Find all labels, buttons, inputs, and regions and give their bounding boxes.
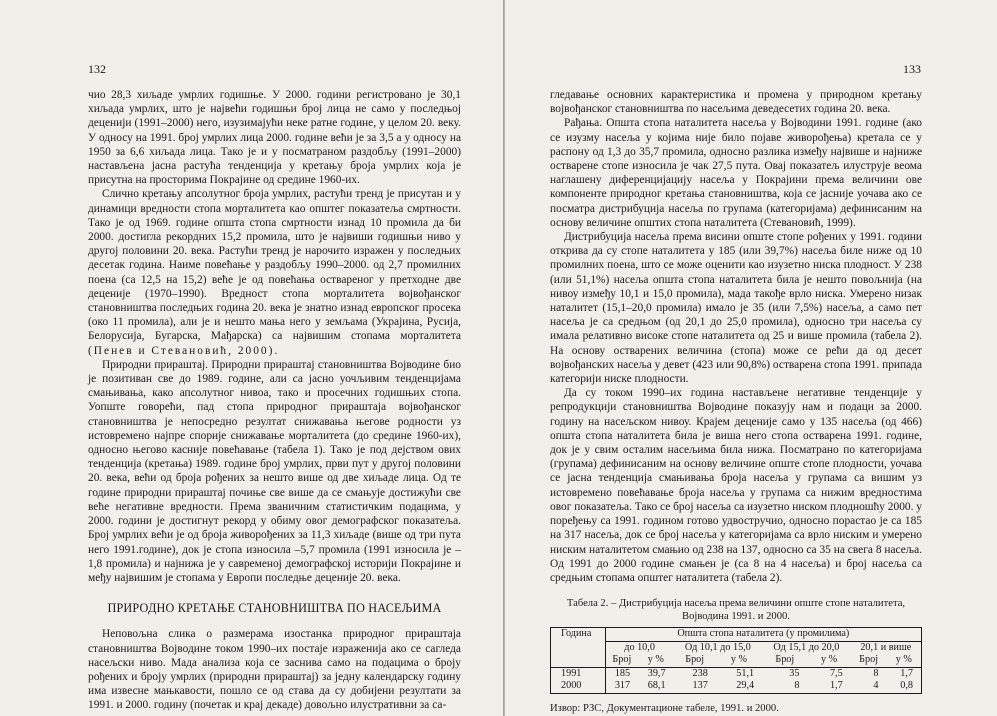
- table-cell: 1,7: [900, 667, 913, 679]
- table-cell: 317: [614, 680, 631, 692]
- right-paragraph-3: Дистрибуција насеља према висини опште стопе рођених у 1991. години открива да су стопе наталитета у 185 (или 39,7%) насеља биле ниже од 10 промилних поена, што се може оценити као изузетно ниска плодност. У 238 (или 51,1%) насеља општа стопа наталитета била је нешто повољнија (на нивоу између 10,1 и 15,0 промила), мада такође врло ниска. Умерено низак наталитет (15,1–20,0 промила) имало је 35 (или 7,5%) насеља, а само пет насеља је са средњом (од 20,1 до 25,0 промила), односно три насеља су имала релативно високе стопе наталитета од 25 и више промила (табела 2). На основу остварених величина (стопа) може се рећи да од десет војвођанских насеља у девет (423 или 90,8%) остварена стопа 1991. припада категорији ниске плодности.: [550, 231, 922, 386]
- table-subheader: у %: [887, 654, 922, 667]
- table-cell: 4: [873, 680, 879, 692]
- citation: (Пенев и Стевановић, 2000).: [88, 344, 280, 357]
- table-cell: 8: [794, 680, 800, 692]
- right-paragraph-2: Рађања. Општа стопа наталитета насеља у Војводини 1991. године (ако се изузму насеља у којима није било појаве живорођења) кретала се у распону од 1,3 до 35,7 промила, односно разлика између највише и најниже остварене стопе износила је чак 27,5 пута. Овај показатељ илуструје веома наглашену диференцијацију насеља у Покрајини према величини ове компоненте природног кретања становништва, која се јасније уочава ако се посматра дистрибуција насеља по групама (категоријама) дефинисаним на основу величине општих стопа наталитета (Стевановић, 1999).: [550, 117, 922, 229]
- table-subheader: Број: [762, 654, 807, 667]
- table-source-note: Извор: РЗС, Документационе табеле, 1991. и 2000.: [550, 703, 779, 715]
- table-caption-line-1: Табела 2. – Дистрибуција насеља према величини опште стопе наталитета,: [566, 598, 906, 610]
- table-subheader: у %: [716, 654, 762, 667]
- right-paragraph-1: гледавање основних карактеристика и промена у природном кретању војвођанског становништва по насељима деведесетих година 20. века.: [550, 89, 922, 116]
- table-subheader: у %: [638, 654, 673, 667]
- right-page: [505, 0, 997, 716]
- table-subheader: Број: [851, 654, 887, 667]
- table-cell: 29,4: [736, 680, 755, 692]
- right-page-body: [550, 88, 922, 716]
- birth-rate-table: [550, 627, 922, 694]
- table-caption: [550, 597, 922, 623]
- left-paragraph-3: Природни прираштај. Природни прираштај становништва Војводине био је позитиван све до 1989. године, али са јасно уочљивим тенденцијама смањивања, како апсолутног нивоа, тако и просечних годишњих стопа. Уопште говорећи, пад стопа природног прираштаја војвођанског становништва је непосредно резултат снижавања његове родности уз истовремено најпре спорије снижавање морталитета (до средине 1960-их), односно његово касније повећавање (табела 1). Тако је под дејством ових тенденција (кретања) 1989. године број умрлих, први пут у другој половини 20. века, већи од броја рођених за нешто више од две хиљаде лица. Од те године природни прираштај почиње све више да се смањује достижући све веће негативне вредности. Према званичним статистичким подацима, у 2000. години је достигнут рекорд у обиму овог демографског показатеља. Број умрлих већи је од броја живорођених за 11,3 хиљаде (више од три пута него 1991.године), док је стопа износила –5,7 промила (1991 износила је –1,8 промила) и најнижа је у савременој демографској историји Покрајине и међу највишим је стопама у Европи последње деценије 20. века.: [88, 358, 461, 584]
- table-cell: 7,5: [829, 667, 843, 679]
- table-row: [551, 680, 922, 693]
- table-category-3: Од 15,1 до 20,0: [773, 641, 840, 653]
- table-caption-line-2: Војводина 1991. и 2000.: [682, 611, 790, 623]
- left-paragraph-2: [88, 187, 461, 357]
- left-paragraph-1: чио 28,3 хиљаде умрлих годишње. У 2000. години регистровано је 30,1 хиљада умрлих, што је највећи годишњи број лица не само у последњој деценији (1991–2000) него, изузимајући неке ратне године, у целом 20. веку. У односу на 1991. број умрлих лица 2000. године већи је за 3,5 а у односу на 1950 за 6,6 хиљада лица. Тако је и у посматраном раздобљу (1991–2000) настављена јасна растућа тенденција у кретању броја умрлих која је присутна на просторима Покрајине од средине 1960-их.: [88, 89, 461, 187]
- left-page-body: [88, 88, 461, 713]
- table-cell: 1,7: [829, 680, 843, 692]
- table-cell: 51,1: [736, 667, 755, 679]
- table-cell: 39,7: [647, 667, 666, 679]
- right-paragraph-4: Да су током 1990–их година настављене негативне тенденције у репродукцији становништва Војводине показују нам и подаци за 2000. годину на насељском нивоу. Крајем деценије само у 135 насеља (од 466) општа стопа наталитета била је виша него стопа остварена 1991. године, док је у свим осталим насељима била нижа. Посматрано по категоријама (групама) дефинисаним на основу величине опште стопе плодности, уочава се јасна тенденција смањивања броја насеља у групама са вишим уз истовремено повећавање броја насеља у групама са нижим вредностима овог показатеља. Тако се број насеља са изузетно ниском плодношћу 2000. у поређењу са 1991. годином готово удвостручио, односно порастао је са 185 на 317 насеља, док се број насеља у категоријама са врло ниским и умерено ниским наталитетом смањио од 238 на 137, односно са 35 на свега 8 насеља. Од 1991 до 2000 године смањен је (са 8 на 4 насеља) и број насеља са средњим стопама општег наталитета (табела 2).: [550, 387, 922, 584]
- table-category-2: Од 10,1 до 15,0: [684, 641, 751, 653]
- table-cell: 68,1: [647, 680, 666, 692]
- right-page-number: 133: [903, 62, 921, 76]
- table-category-1: до 10,0: [624, 641, 655, 653]
- table-year-header: Година: [551, 628, 606, 668]
- table-row-year: 2000: [551, 680, 606, 693]
- table-subheader: Број: [674, 654, 716, 667]
- table-cell: 0,8: [900, 680, 913, 692]
- table-row: [551, 667, 922, 680]
- left-paragraph-2-text: Слично кретању апсолутног броја умрлих, растући тренд је присутан и у динамици вредности стопа морталитета као општег показатеља смртности. Тако је од 1969. године општа стопа смртности изнад 10 промила да би 2000. достигла рекордних 15,2 промила, што је највиши годишњи ниво у другој половини 20. века. Растући тренд је нарочито изражен у последњих десетак година. Наиме повећање у раздобљу 1990–2000. од 2,7 промилних поена (са 12,5 на 15,2) веће је од повећања оствареног у претходне две деценије (1970–1990). Вредност стопа морталитета војвођанског становништва последњих година 20. века је знатно изнад европског просека (око 11 промила), али је и нешто мања него у земљама (Украјина, Русија, Белорусија, Бугарска, Мађарска) са највишим стопама морталитета: [88, 188, 461, 343]
- table-cell: 238: [692, 667, 708, 679]
- table-subheader: у %: [807, 654, 850, 667]
- left-paragraph-4: Неповољна слика о размерама изостанка природног прираштаја становништва Војводине током 1990–их постаје израженија ако се сагледа насељски ниво. Мада анализа која се заснива само на подацима о броју рођених и броју умрлих (природни прираштај) за једну календарску годину има извесне мањкавости, пошло се од става да су добијени резултати за 1991. и 2000. годину (почетак и крај декаде) довољно илустративни за са-: [88, 628, 461, 712]
- table-cell: 8: [873, 667, 879, 679]
- left-page-number: 132: [88, 62, 106, 76]
- section-heading: ПРИРОДНО КРЕТАЊЕ СТАНОВНИШТВА ПО НАСЕЉИМА: [107, 601, 442, 616]
- table-subheader: Број: [605, 654, 638, 667]
- table-cell: 185: [614, 667, 631, 679]
- table-cell: 137: [692, 680, 708, 692]
- table-group-header: Општа стопа наталитета (у промилима): [605, 628, 921, 642]
- table-cell: 35: [789, 667, 800, 679]
- table-category-4: 20,1 и више: [860, 641, 912, 653]
- table-row-year: 1991: [551, 667, 606, 680]
